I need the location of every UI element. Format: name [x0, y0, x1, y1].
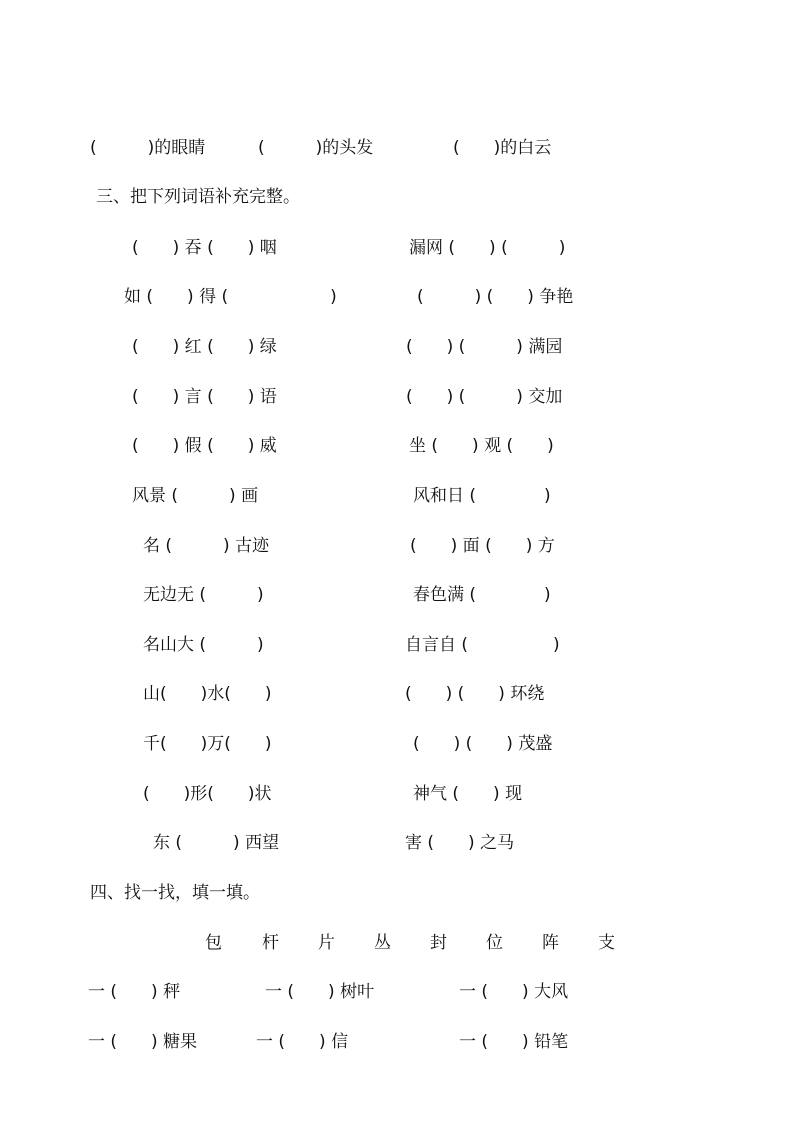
blank-clouds: ( )的白云: [453, 138, 552, 158]
word-bank-7: 阵: [542, 933, 559, 953]
s3-left-10: 山( )水( ): [143, 684, 272, 704]
s3-right-9: 自言自 ( ): [405, 635, 560, 655]
s3-right-2: ( ) ( ) 争艳: [417, 287, 574, 307]
s3-right-8: 春色满 ( ): [413, 585, 551, 605]
measure-row1-3: 一 ( ) 大风: [459, 982, 569, 1002]
s3-right-3: ( ) ( ) 满园: [406, 337, 563, 357]
measure-row1-1: 一 ( ) 秤: [88, 982, 181, 1002]
blank-eyes: ( )的眼睛: [90, 138, 206, 158]
s3-right-10: ( ) ( ) 环绕: [405, 684, 545, 704]
measure-row2-1: 一 ( ) 糖果: [88, 1032, 198, 1052]
s3-left-9: 名山大 ( ): [143, 635, 264, 655]
word-bank-3: 片: [318, 933, 335, 953]
s3-left-3: ( ) 红 ( ) 绿: [132, 337, 277, 357]
s3-right-11: ( ) ( ) 茂盛: [413, 734, 553, 754]
s3-left-2: 如 ( ) 得 ( ): [124, 287, 337, 307]
s3-left-6: 风景 ( ) 画: [132, 486, 259, 506]
s3-left-12: ( )形( )状: [143, 784, 272, 804]
blank-hair: ( )的头发: [258, 138, 374, 158]
s3-right-5: 坐 ( ) 观 ( ): [409, 436, 554, 456]
word-bank-1: 包: [205, 933, 222, 953]
s3-left-1: ( ) 吞 ( ) 咽: [132, 238, 277, 258]
s3-left-11: 千( )万( ): [143, 734, 272, 754]
s3-left-13: 东 ( ) 西望: [153, 833, 280, 853]
word-bank-5: 封: [430, 933, 447, 953]
section3-title: 三、把下列词语补充完整。: [96, 187, 300, 207]
s3-right-4: ( ) ( ) 交加: [406, 387, 563, 407]
word-bank-6: 位: [486, 933, 503, 953]
s3-left-7: 名 ( ) 古迹: [143, 536, 270, 556]
measure-row1-2: 一 ( ) 树叶: [265, 982, 375, 1002]
s3-right-12: 神气 ( ) 现: [413, 784, 523, 804]
word-bank-4: 丛: [374, 933, 391, 953]
s3-left-5: ( ) 假 ( ) 威: [132, 436, 277, 456]
s3-left-4: ( ) 言 ( ) 语: [132, 387, 277, 407]
word-bank-2: 杆: [262, 933, 279, 953]
measure-row2-3: 一 ( ) 铅笔: [459, 1032, 569, 1052]
measure-row2-2: 一 ( ) 信: [256, 1032, 349, 1052]
s3-left-8: 无边无 ( ): [143, 585, 264, 605]
section4-title: 四、找一找，填一填。: [90, 883, 260, 903]
s3-right-1: 漏网 ( ) ( ): [409, 238, 566, 258]
word-bank-8: 支: [598, 933, 615, 953]
s3-right-6: 风和日 ( ): [413, 486, 551, 506]
s3-right-7: ( ) 面 ( ) 方: [410, 536, 555, 556]
s3-right-13: 害 ( ) 之马: [405, 833, 515, 853]
